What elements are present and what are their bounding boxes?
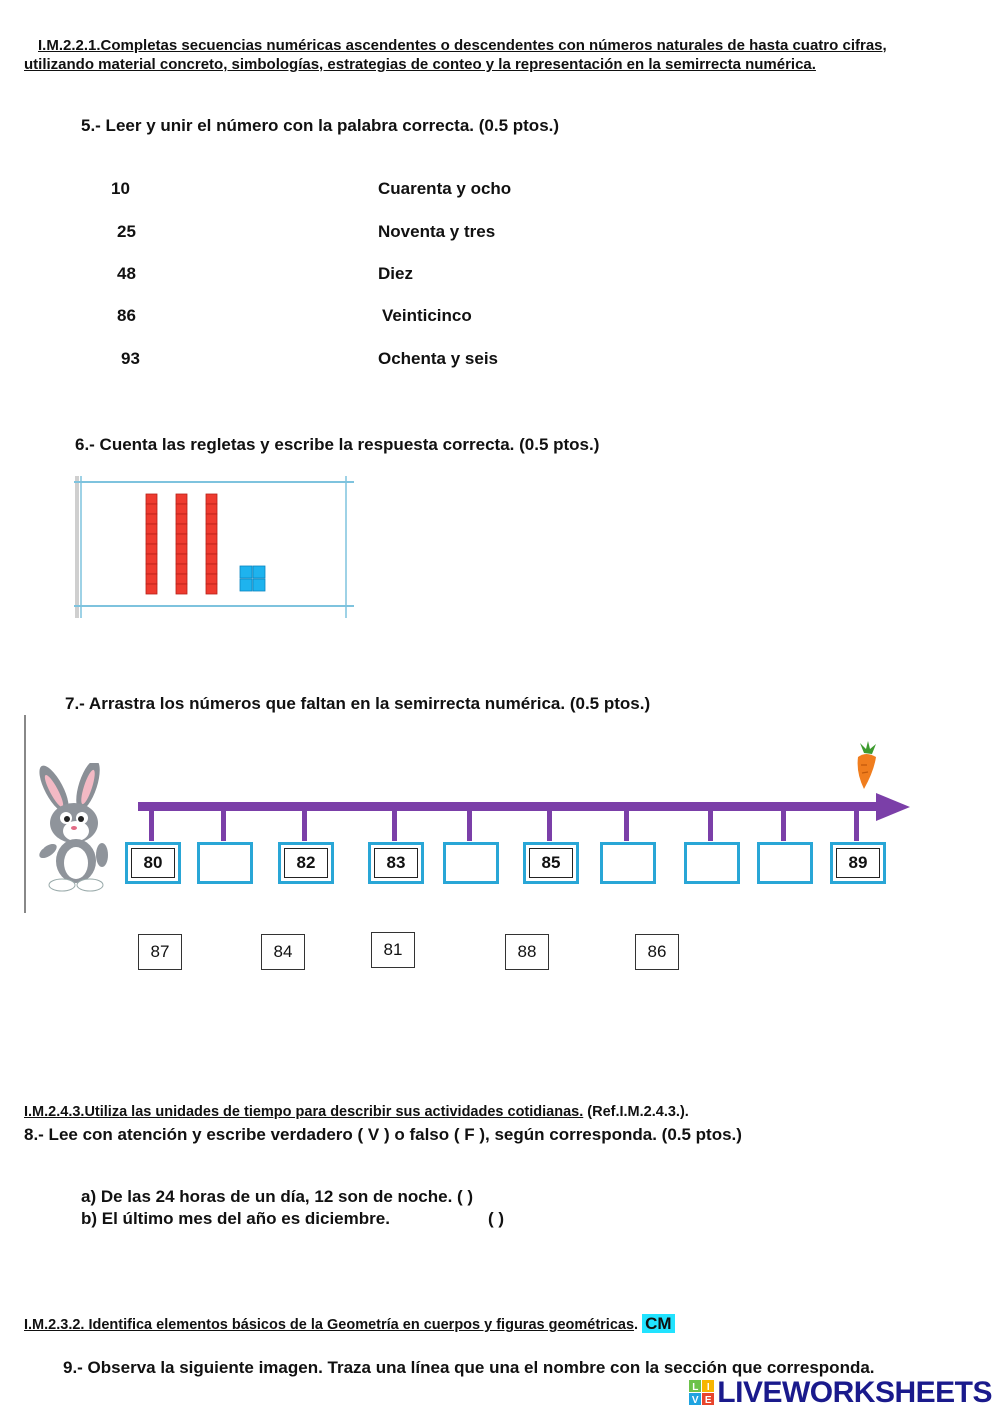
number-line-tick: [392, 811, 397, 841]
svg-text:E: E: [705, 1395, 712, 1406]
carrot-icon: [850, 741, 884, 791]
number-line-tick: [624, 811, 629, 841]
drag-chip-84[interactable]: 84: [261, 934, 305, 970]
number-line-panel: [24, 715, 910, 913]
unit-cubes: [240, 566, 265, 591]
indicator-header-1: I.M.2.2.1.Completas secuencias numéricas ascendentes o descendentes con números naturales de hasta cuatro cifras, utilizando material concreto, simbologías, estrategias de conteo y la representación en la semirrecta numérica.: [24, 37, 887, 73]
number-line-tick: [149, 811, 154, 841]
number-slot-value: 80: [131, 848, 175, 878]
number-line-tick: [221, 811, 226, 841]
number-slot-empty[interactable]: [443, 842, 499, 884]
q8-answer-b[interactable]: ( ): [488, 1209, 505, 1228]
q5-word[interactable]: Diez: [378, 264, 413, 283]
q5-number[interactable]: 93: [121, 349, 140, 368]
drag-chip-88[interactable]: 88: [505, 934, 549, 970]
number-slot-value: 89: [836, 848, 880, 878]
indicator-2-text: I.M.2.4.3.Utiliza las unidades de tiempo para describir sus actividades cotidianas.: [24, 1104, 584, 1120]
q5-number[interactable]: 48: [117, 264, 136, 283]
regletas-figure: [74, 474, 356, 620]
number-line-tick: [467, 811, 472, 841]
number-slot-value: 85: [529, 848, 573, 878]
number-slot-filled: [278, 842, 334, 884]
question-7-title: 7.- Arrastra los números que faltan en la semirrecta numérica. (0.5 ptos.): [65, 694, 651, 713]
number-line-tick: [302, 811, 307, 841]
indicator-3-text: I.M.2.3.2. Identifica elementos básicos de la Geometría en cuerpos y figuras geométricas: [24, 1317, 635, 1333]
number-slot-empty[interactable]: [684, 842, 740, 884]
indicator-2-ref: (Ref.I.M.2.4.3.).: [583, 1104, 689, 1120]
svg-text:I: I: [707, 1382, 710, 1393]
question-6-title: 6.- Cuenta las regletas y escribe la respuesta correcta. (0.5 ptos.): [75, 435, 600, 454]
q8-statement-b: b) El último mes del año es diciembre.: [81, 1209, 390, 1228]
q5-word[interactable]: Ochenta y seis: [378, 349, 499, 368]
unit-cube: [253, 566, 265, 578]
number-line-tick: [708, 811, 713, 841]
unit-cube: [240, 579, 252, 591]
unit-cube: [240, 566, 252, 578]
number-slot-filled: [368, 842, 424, 884]
indicator-header-2: [24, 1104, 689, 1120]
logo-text: LIVEWORKSHEETS: [717, 1376, 992, 1409]
drag-chip-86[interactable]: 86: [635, 934, 679, 970]
liveworksheets-logo: [689, 1376, 992, 1410]
q5-number[interactable]: 25: [117, 222, 136, 241]
number-line-tick: [854, 811, 859, 841]
indicator-3-dot: .: [634, 1317, 639, 1333]
number-slot-empty[interactable]: [600, 842, 656, 884]
number-line-arrow: [134, 793, 914, 823]
drag-chip-87[interactable]: 87: [138, 934, 182, 970]
bunny-icon: [26, 763, 122, 893]
q5-number[interactable]: 10: [111, 179, 130, 198]
cm-badge: CM: [642, 1314, 674, 1333]
svg-text:L: L: [692, 1382, 699, 1393]
ten-rod: [176, 494, 187, 594]
indicator-header-3: [24, 1314, 675, 1334]
ten-rod: [206, 494, 217, 594]
number-slot-value: 82: [284, 848, 328, 878]
drag-chip-81[interactable]: 81: [371, 932, 415, 968]
number-slot-empty[interactable]: [197, 842, 253, 884]
number-slot-filled: [523, 842, 579, 884]
q5-word[interactable]: Veinticinco: [382, 306, 472, 325]
q5-number[interactable]: 86: [117, 306, 136, 325]
number-slot-value: 83: [374, 848, 418, 878]
number-slot-filled: [830, 842, 886, 884]
number-line-tick: [781, 811, 786, 841]
question-5-title: 5.- Leer y unir el número con la palabra correcta. (0.5 ptos.): [81, 116, 560, 135]
number-line-tick: [547, 811, 552, 841]
svg-text:V: V: [692, 1395, 699, 1406]
tens-rods: [146, 494, 217, 594]
ten-rod: [146, 494, 157, 594]
q8-statement-a[interactable]: a) De las 24 horas de un día, 12 son de noche. ( ): [81, 1187, 474, 1206]
liveworksheets-mark-icon: [689, 1380, 715, 1406]
number-slot-filled: [125, 842, 181, 884]
unit-cube: [253, 579, 265, 591]
q5-word[interactable]: Noventa y tres: [378, 222, 496, 241]
q5-word[interactable]: Cuarenta y ocho: [378, 179, 512, 198]
question-8-title: 8.- Lee con atención y escribe verdadero ( V ) o falso ( F ), según corresponda. (0.5 ptos.): [24, 1125, 742, 1144]
question-9-title: 9.- Observa la siguiente imagen. Traza una línea que una el nombre con la sección que corresponda.: [63, 1358, 875, 1377]
number-slot-empty[interactable]: [757, 842, 813, 884]
